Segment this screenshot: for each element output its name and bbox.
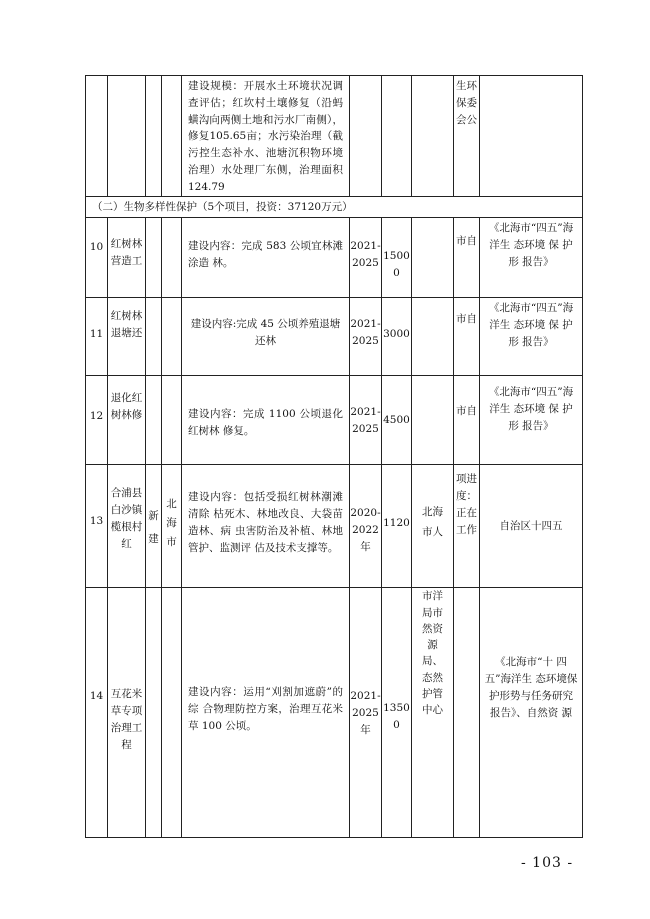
cell-content: 建设内容：包括受损红树林潮滩清除 枯死木、林地改良、大袋苗造林、病 虫害防治及补植、林地管护、监测评 估及技术支撑等。 <box>182 465 350 588</box>
cell-basis <box>480 76 583 197</box>
table-row <box>86 588 583 838</box>
cell-period: 2021-2025 <box>350 298 382 376</box>
cell-location <box>162 376 182 465</box>
cell-invest <box>382 76 412 197</box>
cell-name: 互花米草专项治理工程 <box>108 588 146 838</box>
cell-location <box>162 218 182 298</box>
cell-no: 11 <box>86 298 108 376</box>
cell-basis: 《北海市“四五”海洋生 态环境 保 护 形 报告》 <box>480 376 583 465</box>
cell-no: 10 <box>86 218 108 298</box>
cell-type <box>146 376 162 465</box>
cell-period: 2021-2025 <box>350 218 382 298</box>
table-row <box>86 298 583 376</box>
cell-type <box>146 298 162 376</box>
cell-name <box>108 76 146 197</box>
cell-content: 建设内容:完成 45 公顷养殖退塘还林 <box>182 298 350 376</box>
cell-invest: 4500 <box>382 376 412 465</box>
cell-type: 新建 <box>146 465 162 588</box>
cell-name: 退化红树林修 <box>108 376 146 465</box>
cell-basis: 自治区十四五 <box>480 465 583 588</box>
cell-type <box>146 218 162 298</box>
cell-period: 2021-2025 <box>350 376 382 465</box>
cell-progress <box>454 588 480 838</box>
cell-unit: 市自 <box>454 298 480 376</box>
cell-location: 北海市 <box>162 465 182 588</box>
cell-name: 红树林退塘还 <box>108 298 146 376</box>
page-number: - 103 - <box>521 855 574 871</box>
cell-invest: 15000 <box>382 218 412 298</box>
cell-name: 红树林营造工 <box>108 218 146 298</box>
section-row <box>86 196 583 218</box>
cell-progress: 项进度：正在工作 <box>454 465 480 588</box>
cell-basis: 《北海市“四五”海洋生 态环境 保 护 形 报告》 <box>480 298 583 376</box>
cell-progress <box>412 218 454 298</box>
cell-location <box>162 298 182 376</box>
cell-unit: 市洋局市然资源局、态然护管中心 <box>412 588 454 838</box>
section-heading: （二）生物多样性保护（5个项目，投资：37120万元） <box>86 196 583 218</box>
cell-name: 合浦县白沙镇榄根村红 <box>108 465 146 588</box>
unit-text: 生环保委会公 <box>456 80 477 126</box>
cell-period <box>350 76 382 197</box>
cell-basis: 《北海市“四五”海洋生 态环境 保 护 形 报告》 <box>480 218 583 298</box>
table-row <box>86 76 583 197</box>
cell-progress <box>412 376 454 465</box>
cell-content: 建设内容：运用“刈割加遮蔚”的综 合物理防控方案，治理互花米草 100 公顷。 <box>182 588 350 838</box>
table-row <box>86 376 583 465</box>
cell-unit <box>454 76 480 197</box>
cell-invest: 1120 <box>382 465 412 588</box>
cell-unit: 北海市人 <box>412 465 454 588</box>
cell-no <box>86 76 108 197</box>
cell-basis: 《北海市“十 四五”海洋生 态环境保护形势与任务研究 报告》、自然资 源 <box>480 588 583 838</box>
cell-unit: 市自 <box>454 218 480 298</box>
cell-no: 12 <box>86 376 108 465</box>
project-table <box>85 75 583 838</box>
cell-content: 建设规模：开展水土环境状况调查评估；红坎村土壤修复（沿蚂蟥沟向两侧土地和污水厂南侧），修复105.65亩；水污染治理（截污控生态补水、池塘沉积物环境治理）水处理厂东侧，治理面积124.79 <box>182 76 350 197</box>
table-row <box>86 465 583 588</box>
table-row <box>86 218 583 298</box>
cell-unit: 市自 <box>454 376 480 465</box>
cell-location <box>162 76 182 197</box>
cell-period: 2021-2025年 <box>350 588 382 838</box>
cell-type <box>146 76 162 197</box>
cell-progress <box>412 298 454 376</box>
cell-progress <box>412 76 454 197</box>
cell-no: 14 <box>86 588 108 838</box>
cell-period: 2020-2022年 <box>350 465 382 588</box>
cell-content: 建设内容：完成 1100 公顷退化红树林 修复。 <box>182 376 350 465</box>
cell-invest: 3000 <box>382 298 412 376</box>
cell-invest: 13500 <box>382 588 412 838</box>
cell-location <box>162 588 182 838</box>
cell-content: 建设内容：完成 583 公顷宜林滩涂造 林。 <box>182 218 350 298</box>
cell-type <box>146 588 162 838</box>
cell-no: 13 <box>86 465 108 588</box>
